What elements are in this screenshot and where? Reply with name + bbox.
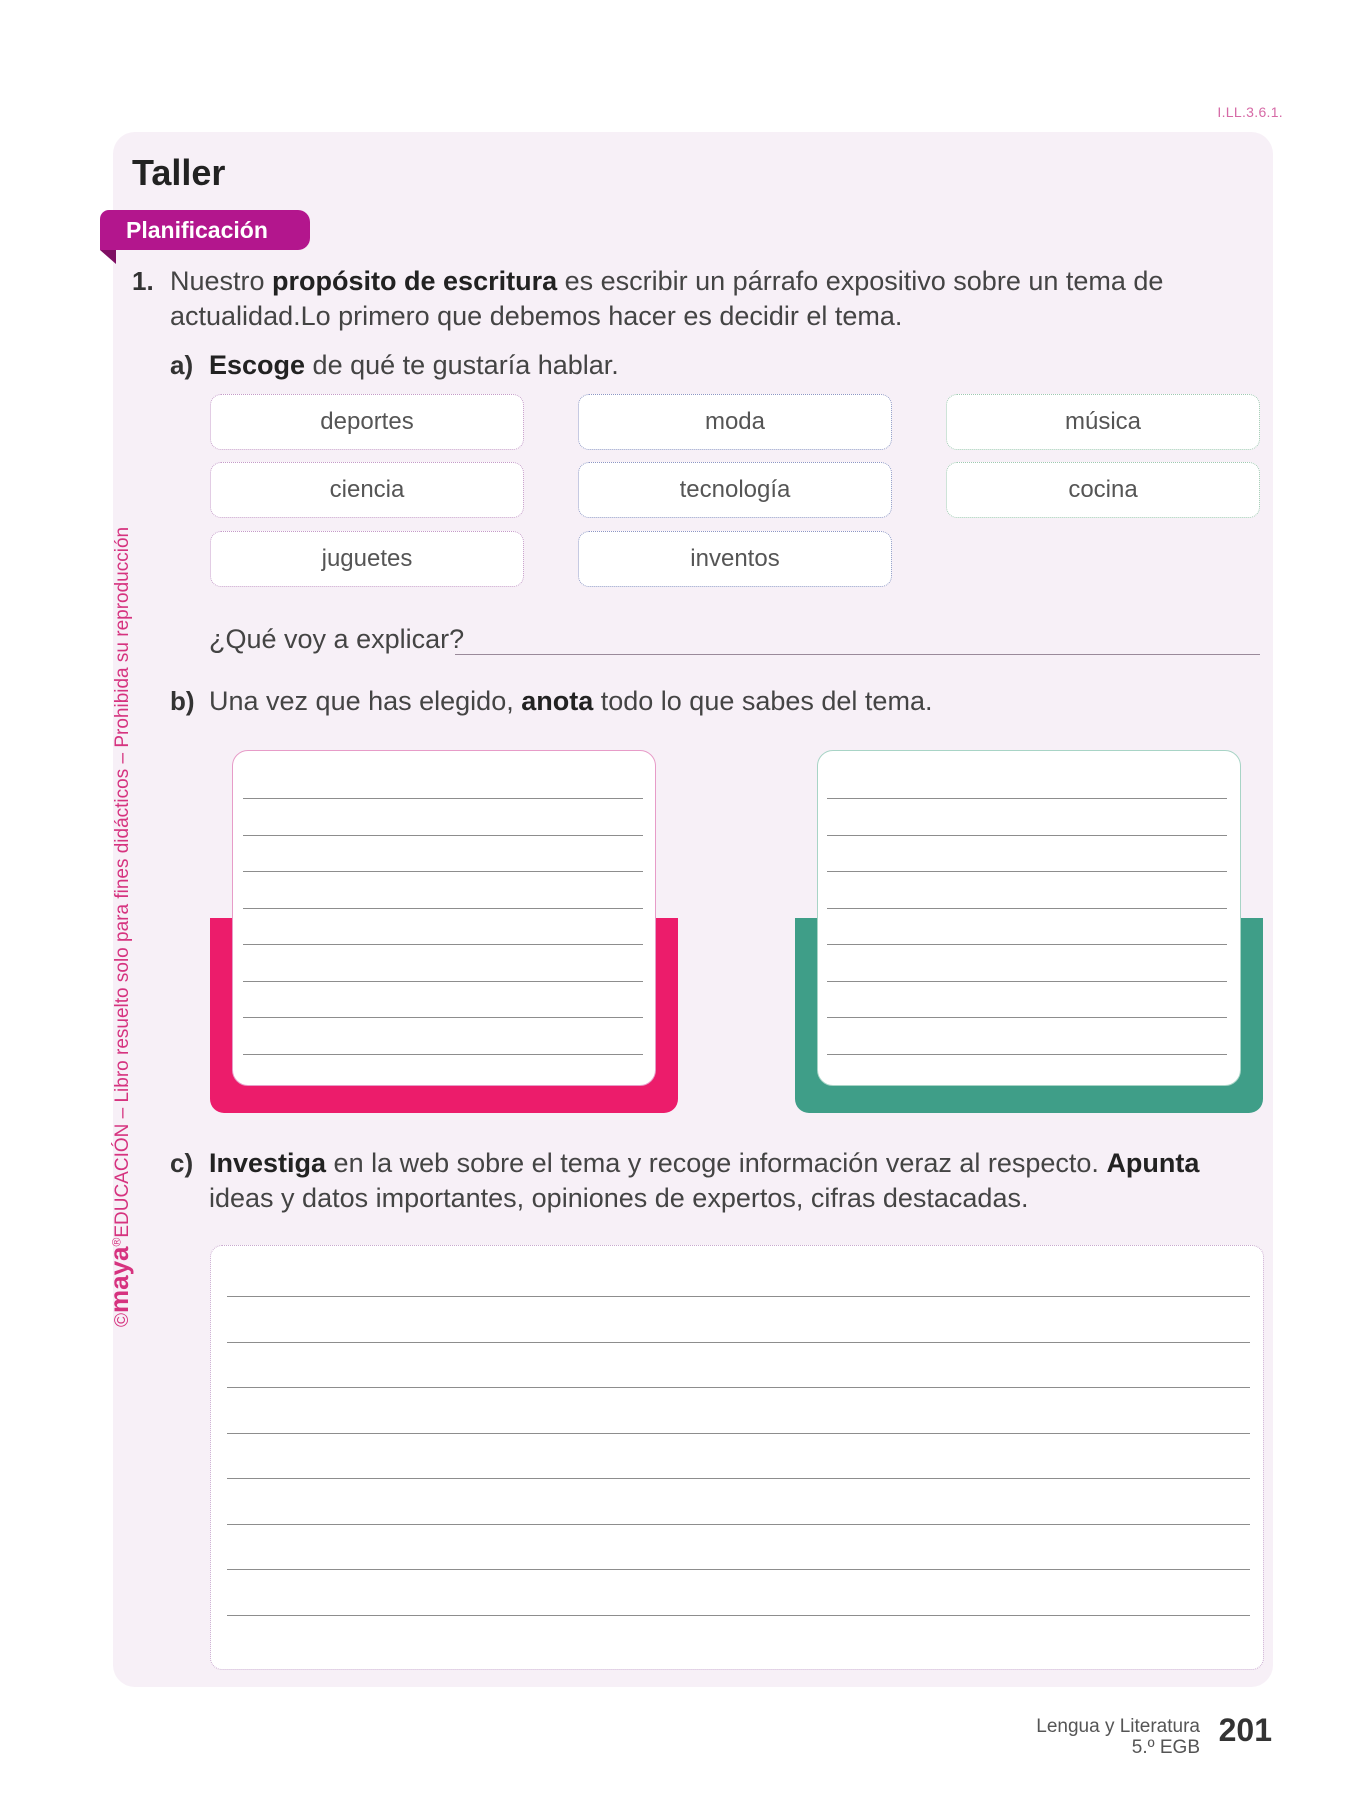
question-number: 1. (132, 266, 154, 296)
pink-card-writing-line (243, 981, 643, 982)
section-tab-fold (100, 250, 116, 264)
footer-grade: 5.º EGB (1131, 1737, 1200, 1758)
part-c-letter: c) (170, 1148, 194, 1178)
part-b-instruction: Una vez que has elegido, anota todo lo que sabes del tema. (209, 686, 933, 716)
footer-subject: Lengua y Literatura (1036, 1716, 1200, 1737)
teal-card-writing-line (827, 944, 1227, 945)
research-writing-line (227, 1387, 1250, 1388)
side-copyright-text: ©maya®EDUCACIÓN – Libro resuelto solo para fines didácticos – Prohibida su reproducción (104, 526, 134, 1327)
page-number: 201 (1218, 1712, 1272, 1748)
page-title: Taller (132, 152, 226, 193)
pink-card-writing-line (243, 871, 643, 872)
research-writing-line (227, 1478, 1250, 1479)
topic-option[interactable]: inventos (578, 531, 892, 587)
topic-option[interactable]: juguetes (210, 531, 524, 587)
part-c-instruction: Investiga en la web sobre el tema y recoge información veraz al respecto. Apunta ideas y datos importantes, opiniones de expertos, cifras destacadas. (209, 1148, 1200, 1213)
teal-card-writing-line (827, 981, 1227, 982)
part-a-letter: a) (170, 350, 194, 380)
topic-option[interactable]: tecnología (578, 462, 892, 518)
topic-option[interactable]: cocina (946, 462, 1260, 518)
teal-card-writing-line (827, 908, 1227, 909)
teal-card-writing-line (827, 1017, 1227, 1018)
research-writing-line (227, 1524, 1250, 1525)
pink-card-writing-line (243, 1054, 643, 1055)
pink-card-writing-line (243, 835, 643, 836)
section-tab: Planificación (100, 210, 310, 250)
research-writing-line (227, 1342, 1250, 1343)
question-text: Nuestro propósito de escritura es escribir un párrafo expositivo sobre un tema de actualidad.Lo primero que debemos hacer es decidir el tema. (170, 266, 1164, 331)
research-writing-line (227, 1433, 1250, 1434)
pink-card-writing-line (243, 798, 643, 799)
topic-option[interactable]: ciencia (210, 462, 524, 518)
pink-card-writing-line (243, 1017, 643, 1018)
explain-answer-line[interactable] (455, 654, 1260, 655)
teal-card-writing-line (827, 1054, 1227, 1055)
pink-card-writing-line (243, 908, 643, 909)
part-b-letter: b) (170, 686, 195, 716)
topic-option[interactable]: deportes (210, 394, 524, 450)
indicator-code: I.LL.3.6.1. (1217, 104, 1283, 120)
pink-notes-card[interactable] (232, 750, 656, 1086)
research-writing-line (227, 1615, 1250, 1616)
research-writing-line (227, 1296, 1250, 1297)
part-a-instruction: Escoge de qué te gustaría hablar. (209, 350, 619, 380)
teal-card-writing-line (827, 835, 1227, 836)
topic-option[interactable]: música (946, 394, 1260, 450)
explain-prompt: ¿Qué voy a explicar? (209, 624, 465, 654)
teal-card-writing-line (827, 798, 1227, 799)
pink-card-writing-line (243, 944, 643, 945)
teal-card-writing-line (827, 871, 1227, 872)
teal-notes-card[interactable] (817, 750, 1241, 1086)
topic-option[interactable]: moda (578, 394, 892, 450)
research-writing-line (227, 1569, 1250, 1570)
research-notes-box[interactable] (210, 1245, 1264, 1670)
